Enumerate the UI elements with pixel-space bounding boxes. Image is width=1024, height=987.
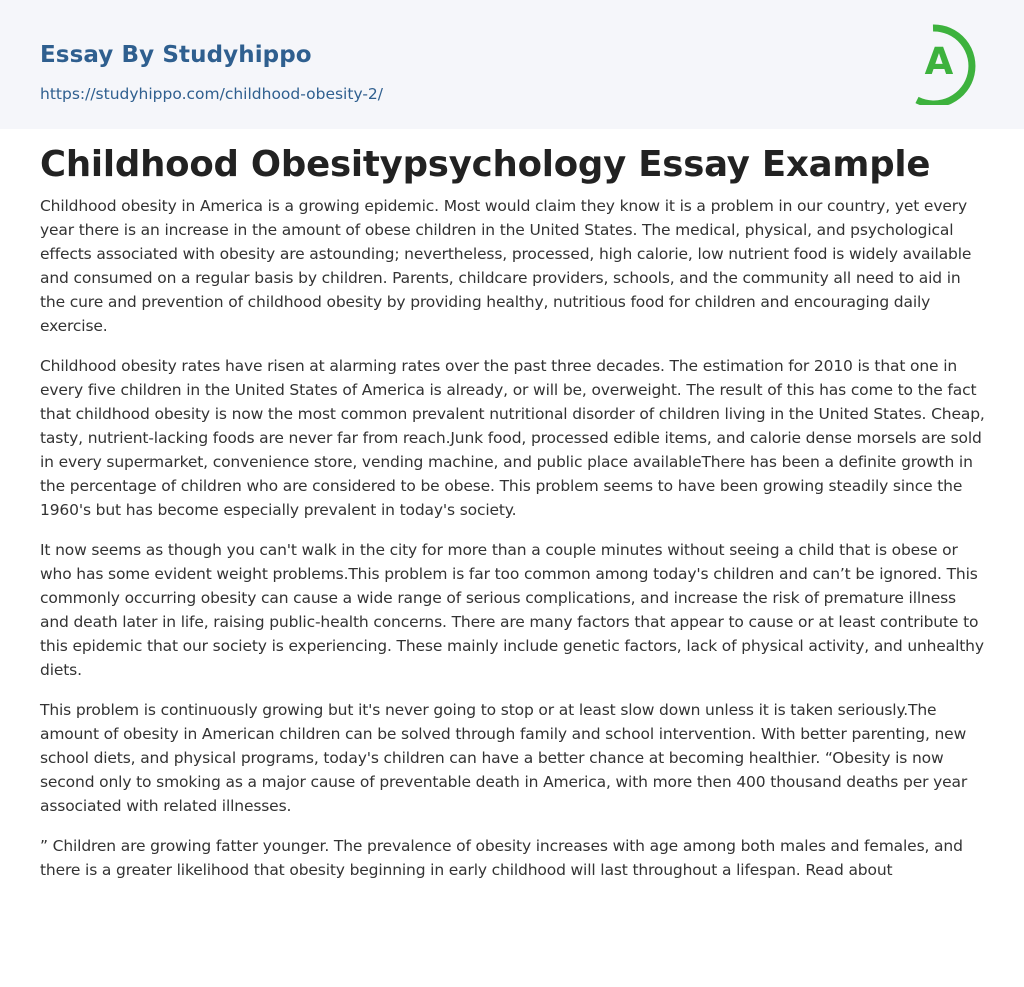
essay-paragraph: Childhood obesity in America is a growing epidemic. Most would claim they know it is a problem in our country, yet every year there is an increase in the amount of obese children in the United States. The medical, physical, and psychological effects associated with obesity are astounding; nevertheless, processed, high calorie, low nutrient food is widely available and consumed on a regular basis by children. Parents, childcare providers, schools, and the community all need to aid in the cure and prevention of childhood obesity by providing healthy, nutritious food for children and encouraging daily exercise. [40,197,972,335]
page-title: Childhood Obesitypsychology Essay Example [40,144,931,185]
site-brand[interactable]: Essay By Studyhippo [40,42,312,68]
logo-letter: A [924,40,954,83]
studyhippo-logo-icon[interactable] [912,19,986,105]
essay-paragraph: Childhood obesity rates have risen at alarming rates over the past three decades. The estimation for 2010 is that one in every five children in the United States of America is already, or will be, overweight. The result of this has come to the fact that childhood obesity is now the most common prevalent nutritional disorder of children living in the United States. Cheap, tasty, nutrient-lacking foods are never far from reach.Junk food, processed edible items, and calorie dense morsels are sold in every supermarket, convenience store, vending machine, and public place availableThere has been a definite growth in the percentage of children who are considered to be obese. This problem seems to have been growing steadily since the 1960's but has become especially prevalent in today's society. [40,357,985,519]
essay-body [40,194,986,898]
site-header [0,0,1024,129]
essay-paragraph: ” Children are growing fatter younger. The prevalence of obesity increases with age among both males and females, and there is a greater likelihood that obesity beginning in early childhood will last throughout a lifespan. Read about [40,837,963,879]
source-url-link[interactable]: https://studyhippo.com/childhood-obesity-2/ [40,85,384,103]
essay-paragraph: It now seems as though you can't walk in the city for more than a couple minutes without seeing a child that is obese or who has some evident weight problems.This problem is far too common among today's children and can’t be ignored. This commonly occurring obesity can cause a wide range of serious complications, and increase the risk of premature illness and death later in life, raising public-health concerns. There are many factors that appear to cause or at least contribute to this epidemic that our society is experiencing. These mainly include genetic factors, lack of physical activity, and unhealthy diets. [40,541,984,679]
essay-paragraph: This problem is continuously growing but it's never going to stop or at least slow down unless it is taken seriously.The amount of obesity in American children can be solved through family and school intervention. With better parenting, new school diets, and physical programs, today's children can have a better chance at becoming healthier. “Obesity is now second only to smoking as a major cause of preventable death in America, with more then 400 thousand deaths per year associated with related illnesses. [40,701,968,815]
